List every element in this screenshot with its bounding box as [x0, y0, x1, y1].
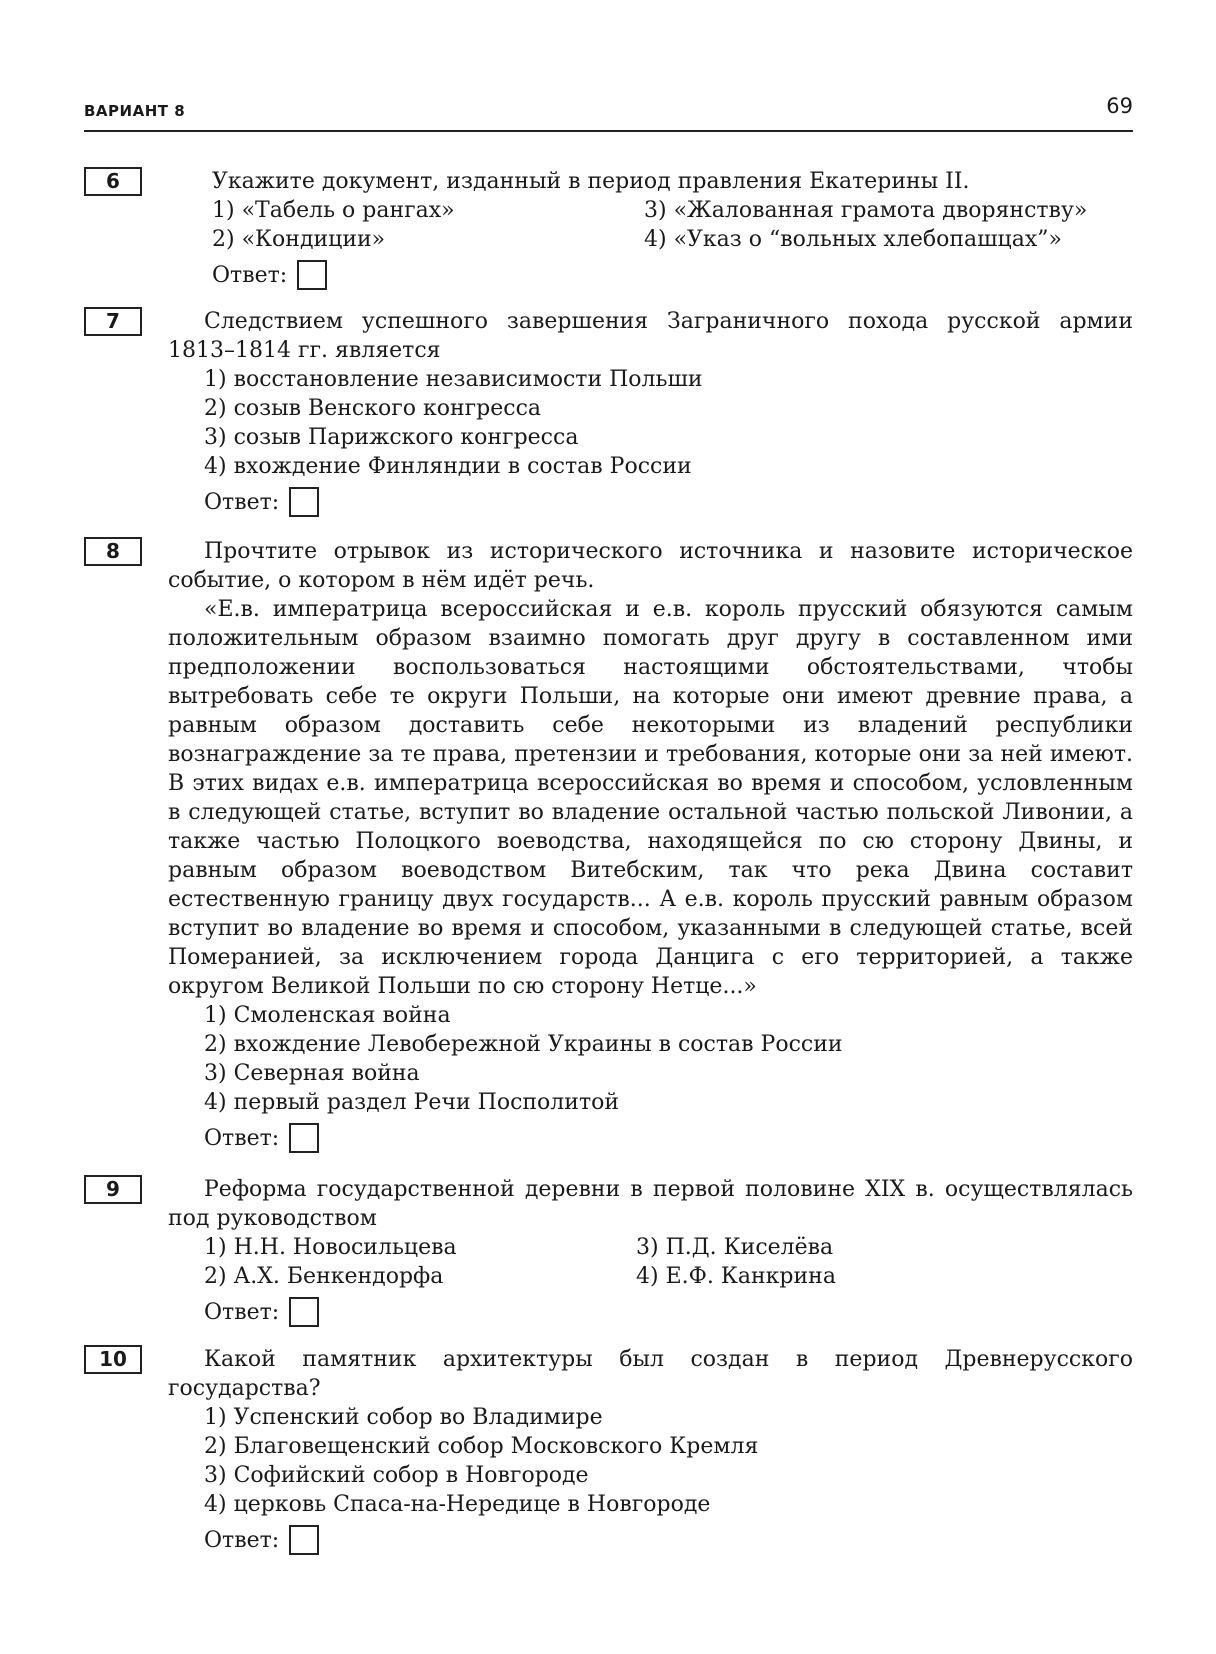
task-number: 6 [84, 167, 142, 196]
task-number: 9 [84, 1175, 142, 1204]
option[interactable]: 3) Софийский собор в Новгороде [204, 1463, 589, 1488]
task-number: 8 [84, 537, 142, 566]
task-number: 7 [84, 307, 142, 336]
option[interactable]: 2) «Кондиции» [212, 227, 386, 252]
option[interactable]: 2) А.Х. Бенкендорфа [204, 1264, 444, 1289]
option[interactable]: 2) вхождение Левобережной Украины в состав России [204, 1032, 843, 1057]
page-header [84, 94, 1133, 132]
option[interactable]: 3) П.Д. Киселёва [636, 1235, 834, 1260]
answer-box[interactable] [289, 1525, 319, 1555]
answer-row [212, 258, 1133, 292]
task-body [168, 1175, 1133, 1329]
option[interactable]: 4) «Указ о “вольных хлебопашцах”» [644, 227, 1062, 252]
question-text: Какой памятник архитектуры был создан в период Древнерусского государства? [168, 1347, 1133, 1401]
answer-label: Ответ: [204, 1125, 280, 1151]
source-quote: «Е.в. императрица всероссийская и е.в. король прусский обязуются самым положительным образом взаимно помогать друг другу в составленном ими предположении воспользоваться настоящими обстоятельствами, чтобы вытребовать себе те округи Польши, на которые они имеют древние права, а равным образом доставить себе некоторыми из владений республики вознаграждение за те права, претензии и требования, которые они за ней имеют. В этих видах е.в. императрица всероссийская во время и способом, условленным в следующей статье, вступит во владение остальной частью польской Ливонии, а также частью Полоцкого воеводства, находящейся по сю сторону Двины, и равным образом воеводством Витебским, так что река Двина составит естественную границу двух государств... А е.в. король прусский равным образом вступит во владение во время и способом, указанными в следующей статье, всей Померанией, за исключением города Данцига с его территорией, а также округом Великой Польши по сю сторону Нетце...» [168, 597, 1133, 999]
task-number: 10 [84, 1345, 142, 1374]
option[interactable]: 3) созыв Парижского конгресса [204, 425, 579, 450]
answer-label: Ответ: [204, 1299, 280, 1325]
answer-box[interactable] [289, 1123, 319, 1153]
option[interactable]: 4) вхождение Финляндии в состав России [204, 454, 692, 479]
answer-box[interactable] [297, 260, 327, 290]
option[interactable]: 1) «Табель о рангах» [212, 198, 455, 223]
option[interactable]: 1) Смоленская война [204, 1003, 451, 1028]
option[interactable]: 3) Северная война [204, 1061, 420, 1086]
answer-row [204, 485, 1133, 519]
option[interactable]: 4) Е.Ф. Канкрина [636, 1264, 836, 1289]
page-number: 69 [1106, 94, 1133, 118]
question-text: Укажите документ, изданный в период правления Екатерины II. [212, 169, 970, 194]
option[interactable]: 1) Н.Н. Новосильцева [204, 1235, 457, 1260]
options-grid [204, 1233, 1133, 1291]
task-body [168, 1345, 1133, 1557]
option[interactable]: 1) Успенский собор во Владимире [204, 1405, 603, 1430]
question-text: Реформа государственной деревни в первой половине XIX в. осуществлялась под руководством [168, 1177, 1133, 1231]
answer-label: Ответ: [212, 262, 288, 288]
task-body [168, 307, 1133, 519]
task-body [176, 167, 1133, 292]
options-grid [212, 196, 1133, 254]
answer-row [204, 1295, 1133, 1329]
option[interactable]: 4) церковь Спаса-на-Нередице в Новгороде [204, 1492, 711, 1517]
question-text: Прочтите отрывок из исторического источника и назовите историческое событие, о котором в нём идёт речь. [168, 539, 1133, 593]
answer-label: Ответ: [204, 489, 280, 515]
option[interactable]: 4) первый раздел Речи Посполитой [204, 1090, 620, 1115]
answer-row [204, 1121, 1133, 1155]
answer-row [204, 1523, 1133, 1557]
answer-box[interactable] [289, 487, 319, 517]
task-body [168, 537, 1133, 1155]
answer-box[interactable] [289, 1297, 319, 1327]
question-text: Следствием успешного завершения Заграничного похода русской армии 1813–1814 гг. является [168, 309, 1133, 363]
answer-label: Ответ: [204, 1527, 280, 1553]
option[interactable]: 2) созыв Венского конгресса [204, 396, 542, 421]
variant-label: ВАРИАНТ 8 [84, 102, 186, 120]
option[interactable]: 2) Благовещенский собор Московского Кремля [204, 1434, 759, 1459]
option[interactable]: 1) восстановление независимости Польши [204, 367, 703, 392]
option[interactable]: 3) «Жалованная грамота дворянству» [644, 198, 1088, 223]
